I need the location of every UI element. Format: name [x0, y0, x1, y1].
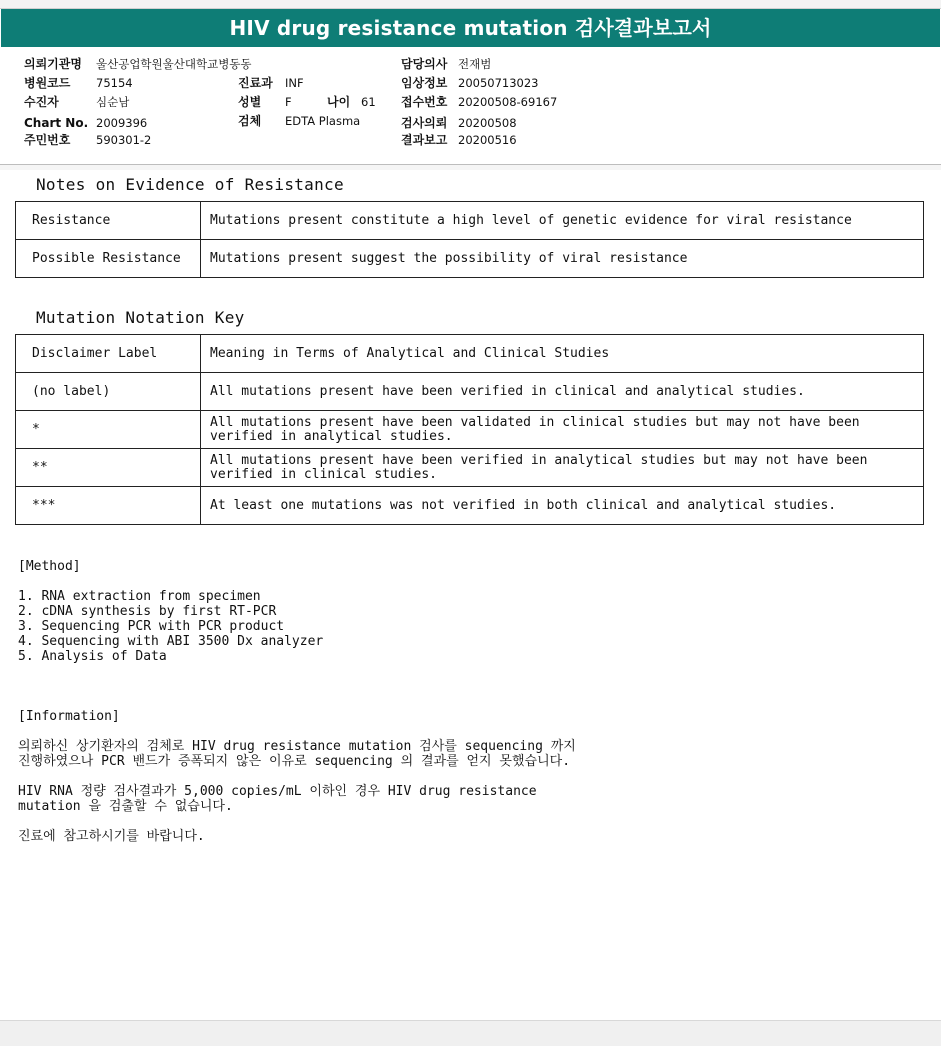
institution-value: 울산공업학원울산대학교병동동 [96, 57, 252, 71]
evidence-meaning: Mutations present constitute a high level of genetic evidence for viral resistance [201, 202, 924, 240]
evidence-table [15, 201, 924, 278]
clinical-info-value: 20050713023 [458, 76, 539, 90]
age-label: 나이 [327, 95, 351, 109]
specimen-label: 검체 [238, 114, 262, 128]
method-step: 1. RNA extraction from specimen [18, 589, 261, 604]
request-date-value: 20200508 [458, 116, 517, 130]
notation-section-title: Mutation Notation Key [36, 308, 245, 327]
notation-meaning: All mutations present have been validated in clinical studies but may not have been verified in analytical studies. [201, 411, 924, 449]
table-row [16, 373, 924, 411]
notation-meaning: At least one mutations was not verified in both clinical and analytical studies. [201, 487, 924, 525]
institution-label: 의뢰기관명 [24, 57, 82, 71]
age-value: 61 [361, 95, 376, 109]
notation-label: ** [16, 449, 201, 487]
notation-meaning: All mutations present have been verified in clinical and analytical studies. [201, 373, 924, 411]
table-row [16, 411, 924, 449]
department-label: 진료과 [238, 76, 273, 90]
clinical-info-label: 임상정보 [401, 76, 448, 90]
method-heading: [Method] [18, 559, 81, 574]
evidence-term: Possible Resistance [16, 240, 201, 278]
notation-label: * [16, 411, 201, 449]
request-date-label: 검사의뢰 [401, 116, 448, 130]
method-step: 5. Analysis of Data [18, 649, 167, 664]
sex-value: F [285, 95, 292, 109]
method-step: 3. Sequencing PCR with PCR product [18, 619, 285, 634]
window-bottom-strip [0, 1020, 941, 1046]
receipt-no-value: 20200508-69167 [458, 95, 558, 109]
information-heading: [Information] [18, 709, 120, 724]
notation-meaning: All mutations present have been verified in analytical studies but may not have been verified in clinical studies. [201, 449, 924, 487]
notation-label: (no label) [16, 373, 201, 411]
physician-value: 전재범 [458, 57, 492, 71]
table-row [16, 487, 924, 525]
notation-table [15, 334, 924, 525]
chart-no-value: 2009396 [96, 116, 148, 130]
resident-no-value: 590301-2 [96, 133, 152, 147]
examinee-label: 수진자 [24, 95, 59, 109]
notation-header-meaning: Meaning in Terms of Analytical and Clinical Studies [201, 335, 924, 373]
hospital-code-label: 병원코드 [24, 76, 71, 90]
table-row [16, 240, 924, 278]
chart-no-label: Chart No. [24, 116, 89, 130]
header-divider-shade [0, 165, 941, 170]
report-date-label: 결과보고 [401, 133, 448, 147]
sex-label: 성별 [238, 95, 262, 109]
report-date-value: 20200516 [458, 133, 517, 147]
method-step: 2. cDNA synthesis by first RT-PCR [18, 604, 277, 619]
table-row [16, 202, 924, 240]
information-paragraph-3: 진료에 참고하시기를 바랍니다. [18, 829, 205, 844]
table-header-row [16, 335, 924, 373]
specimen-value: EDTA Plasma [285, 114, 361, 128]
notation-label: *** [16, 487, 201, 525]
report-title: HIV drug resistance mutation 검사결과보고서 [1, 9, 940, 47]
information-paragraph-1: 의뢰하신 상기환자의 검체로 HIV drug resistance mutation 검사를 sequencing 까지 진행하였으나 PCR 밴드가 증폭되지 않은 이유로 sequencing 의 결과를 얻지 못했습니다. [18, 739, 576, 769]
hospital-code-value: 75154 [96, 76, 133, 90]
physician-label: 담당의사 [401, 57, 448, 71]
examinee-value: 심순남 [96, 95, 130, 109]
department-value: INF [285, 76, 304, 90]
receipt-no-label: 접수번호 [401, 95, 448, 109]
evidence-term: Resistance [16, 202, 201, 240]
evidence-section-title: Notes on Evidence of Resistance [36, 175, 344, 194]
resident-no-label: 주민번호 [24, 133, 71, 147]
table-row [16, 449, 924, 487]
information-paragraph-2: HIV RNA 정량 검사결과가 5,000 copies/mL 이하인 경우 HIV drug resistance mutation 을 검출할 수 없습니다. [18, 784, 537, 814]
method-step: 4. Sequencing with ABI 3500 Dx analyzer [18, 634, 324, 649]
notation-header-label: Disclaimer Label [16, 335, 201, 373]
evidence-meaning: Mutations present suggest the possibility of viral resistance [201, 240, 924, 278]
window-top-strip [0, 0, 941, 9]
